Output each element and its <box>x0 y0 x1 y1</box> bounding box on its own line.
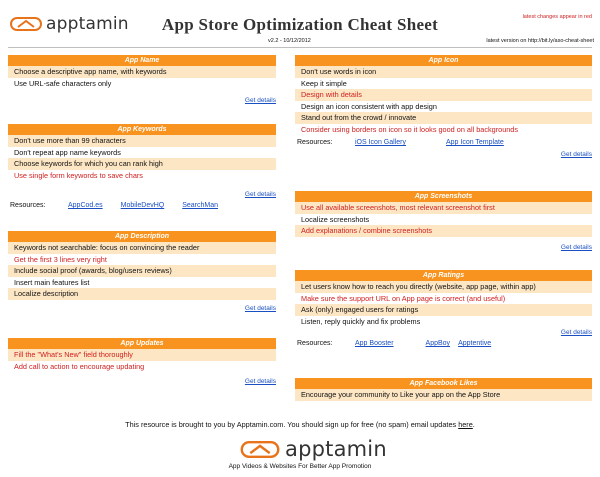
footer-signup-link[interactable]: here <box>458 420 473 429</box>
section-app-updates <box>8 338 276 387</box>
section-title: App Screenshots <box>295 191 592 202</box>
resource-link-mobiledevhq[interactable]: MobileDevHQ <box>120 202 165 209</box>
get-details-link[interactable]: Get details <box>560 243 592 251</box>
section-app-ratings <box>295 270 592 350</box>
get-details-link[interactable]: Get details <box>244 378 276 385</box>
list-item: Keep it simple <box>301 78 347 88</box>
footer-tagline: App Videos & Websites For Better App Promotion <box>228 463 372 470</box>
resource-link-apptentive[interactable]: Apptentive <box>458 340 492 347</box>
section-title: App Name <box>8 55 276 66</box>
list-item: Encourage your community to Like your app on the App Store <box>295 389 592 401</box>
get-details-link[interactable]: Get details <box>244 97 276 104</box>
apptamin-logo <box>10 14 129 34</box>
section-title: App Facebook Likes <box>295 378 592 389</box>
logo-text: apptamin <box>46 14 129 34</box>
apptamin-logo-footer <box>240 437 387 461</box>
list-item: Get the first 3 lines very right <box>14 254 107 264</box>
list-item: Fill the "What's New" field thoroughly <box>8 349 276 361</box>
list-item: Don't use words in icon <box>295 66 592 78</box>
resources-row <box>295 338 592 350</box>
list-item: Listen, reply quickly and fix problems <box>301 316 421 326</box>
page-title: App Store Optimization Cheat Sheet <box>161 15 439 34</box>
section-app-keywords <box>8 124 276 212</box>
footer-text: This resource is brought to you by Apptamin.com. You should sign up for free (no spam) email updates here. <box>125 420 475 429</box>
list-item: Include social proof (awards, blog/users reviews) <box>8 265 276 277</box>
list-item: Choose a descriptive app name, with keywords <box>8 66 276 78</box>
list-item: Add call to action to encourage updating <box>14 361 145 371</box>
resources-row <box>8 200 276 212</box>
list-item: Don't use more than 99 characters <box>8 135 276 147</box>
list-item: Keywords not searchable: focus on convincing the reader <box>8 242 276 254</box>
resources-row <box>295 137 592 149</box>
apptamin-logo-icon <box>10 17 42 31</box>
list-item: Localize screenshots <box>301 214 370 224</box>
latest-version-link[interactable]: latest version on http://bit.ly/aso-cheat-sheet <box>486 38 594 44</box>
resource-link-ios-icon-gallery[interactable]: iOS Icon Gallery <box>355 139 406 146</box>
list-item: Use all available screenshots, most relevant screenshot first <box>295 202 592 214</box>
section-title: App Ratings <box>295 270 592 281</box>
section-app-icon <box>295 55 592 160</box>
version-label: v2.2 - 10/12/2012 <box>268 38 311 44</box>
footer-message: This resource is brought to you by Apptamin.com. You should sign up for free (no spam) email updates <box>125 420 457 429</box>
resource-link-app-booster[interactable]: App Booster <box>355 340 394 347</box>
section-title: App Icon <box>295 55 592 66</box>
list-item: Use single form keywords to save chars <box>14 170 143 180</box>
list-item: Stand out from the crowd / innovate <box>295 112 592 124</box>
list-item: Design an icon consistent with app design <box>301 101 437 111</box>
section-title: App Description <box>8 231 276 242</box>
changes-note: latest changes appear in red <box>522 14 592 20</box>
resource-link-appboy[interactable]: AppBoy <box>425 340 451 347</box>
resources-label: Resources: <box>297 139 333 146</box>
resource-link-searchman[interactable]: SearchMan <box>182 202 219 209</box>
apptamin-logo-icon <box>240 441 280 458</box>
list-item: Choose keywords for which you can rank high <box>8 158 276 170</box>
resources-label: Resources: <box>10 202 46 209</box>
list-item: Design with details <box>295 89 592 101</box>
list-item: Insert main features list <box>14 277 90 287</box>
list-item: Don't repeat app name keywords <box>14 147 121 157</box>
get-details-link[interactable]: Get details <box>560 329 592 336</box>
section-title: App Updates <box>8 338 276 349</box>
list-item: Consider using borders on icon so it looks good on all backgrounds <box>301 124 519 134</box>
list-item: Ask (only) engaged users for ratings <box>295 304 592 316</box>
list-item: Let users know how to reach you directly (website, app page, within app) <box>295 281 592 293</box>
section-app-name <box>8 55 276 106</box>
get-details-link[interactable]: Get details <box>244 304 276 312</box>
resource-link-app-icon-template[interactable]: App Icon Template <box>445 139 504 146</box>
list-item: Add explanations / combine screenshots <box>295 225 592 237</box>
get-details-link[interactable]: Get details <box>560 151 592 158</box>
section-app-description <box>8 231 276 314</box>
section-title: App Keywords <box>8 124 276 135</box>
list-item: Use URL-safe characters only <box>14 78 112 88</box>
logo-text: apptamin <box>285 437 387 461</box>
resource-link-appcodes[interactable]: AppCod.es <box>68 202 103 209</box>
section-app-screenshots <box>295 191 592 253</box>
header-divider <box>8 47 592 48</box>
resources-label: Resources: <box>297 340 333 347</box>
section-app-facebook-likes <box>295 378 592 401</box>
get-details-link[interactable]: Get details <box>244 191 276 198</box>
list-item: Localize description <box>8 288 276 300</box>
list-item: Make sure the support URL on App page is correct (and useful) <box>301 293 506 303</box>
